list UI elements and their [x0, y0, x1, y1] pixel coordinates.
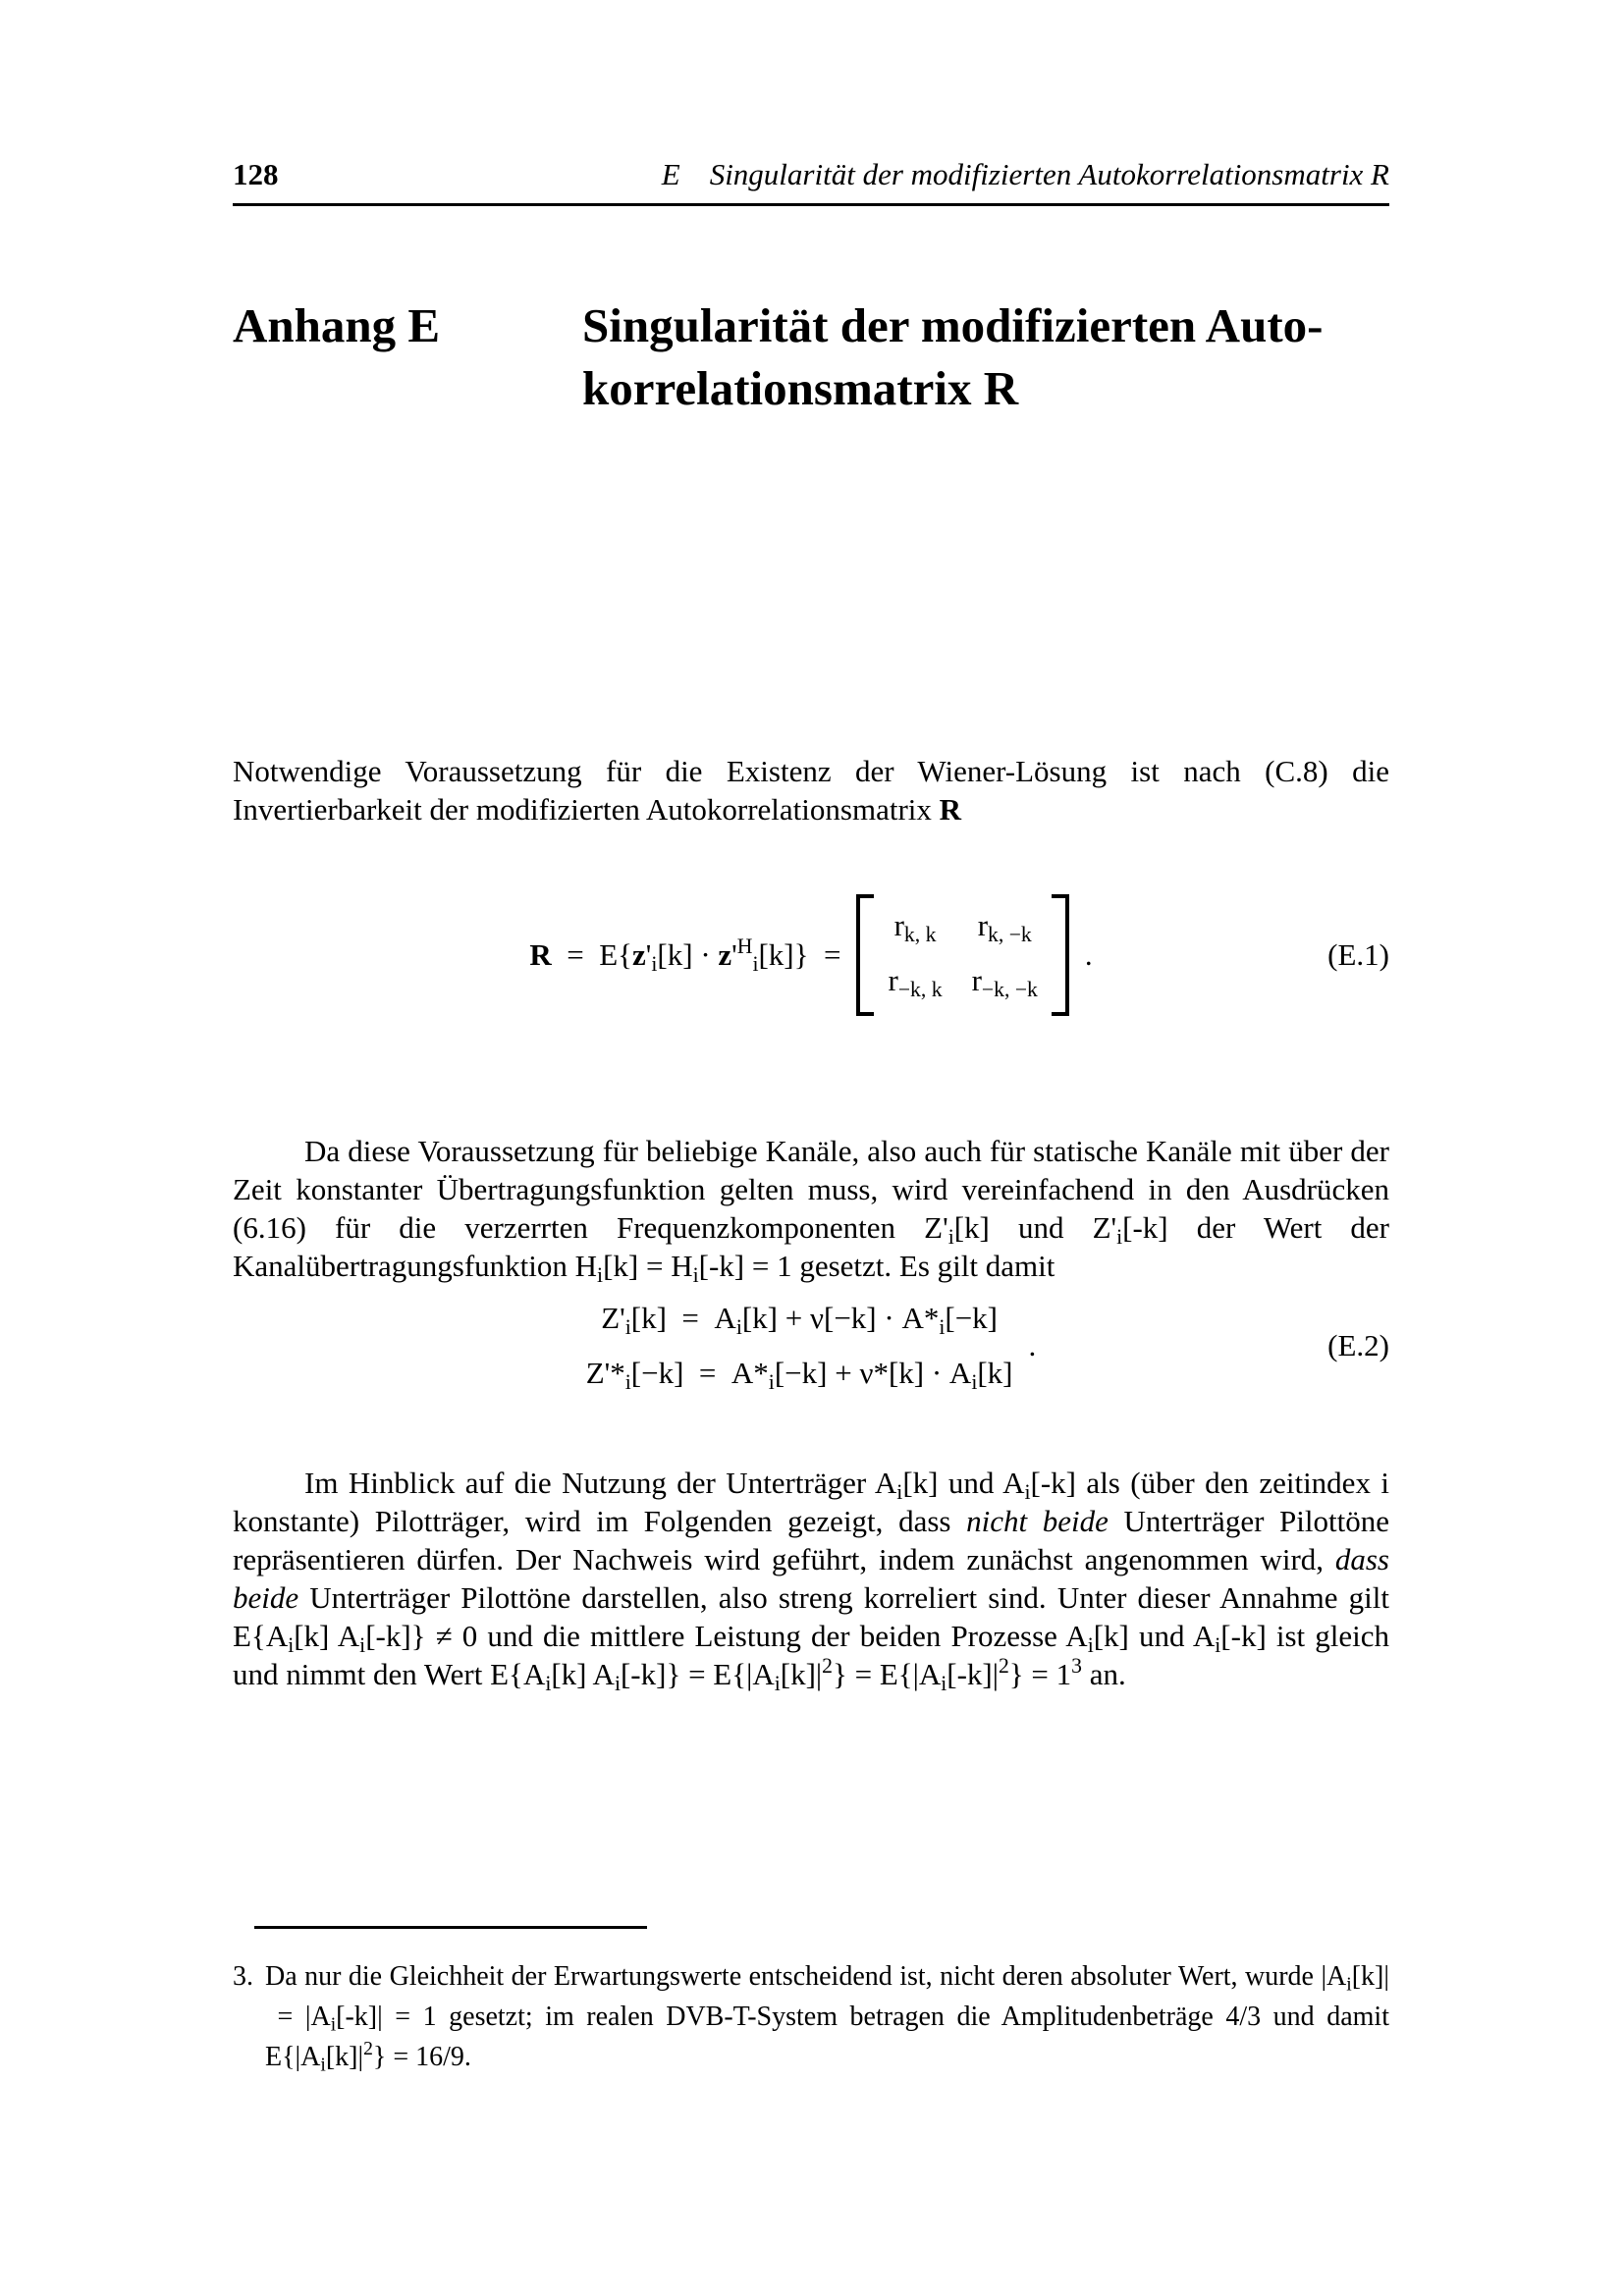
matrix-entry-11: $r_{k, k}$ [893, 908, 937, 947]
equation-e1-lhs: $R = E\{z'_i[k] \cdot z'^H_i[k]\}$ = [529, 934, 841, 977]
equation-e2-period: . [1028, 1328, 1037, 1362]
matrix-bracket-left [856, 894, 874, 1016]
equation-e2-line2: $Z'*_i[-k] = A*_i[-k] + \nu*[k] \cdot A_i[k]$ [585, 1356, 1013, 1395]
matrix-entry-21: $r_{-k, k}$ [888, 963, 943, 1002]
page-header [233, 157, 1389, 206]
chapter-label: Anhang E [233, 298, 441, 352]
equation-e1 [233, 881, 1389, 1029]
chapter-title-block [233, 294, 1389, 420]
chapter-title-line2: korrelationsmatrix R [582, 361, 1019, 415]
running-head-appendix-letter: E [661, 157, 680, 191]
footnote-block [233, 1926, 1389, 2077]
matrix-entry-12: $r_{k, -k}$ [977, 908, 1032, 947]
footnote-rule [254, 1926, 647, 1929]
footnote-3 [233, 1956, 1389, 2077]
footnote-marker: 3. [233, 1961, 253, 1992]
equation-e2-lines [585, 1301, 1013, 1395]
running-head [662, 157, 1389, 192]
equation-e2-label: (E.2) [1327, 1328, 1389, 1362]
footnote-text: Da nur die Gleichheit der Erwartungswerte entscheidend ist, nicht deren absoluter Wert, wurde $|A_i[k]| = |A_i[-k]| = 1$ gesetzt; im realen DVB-T-System betragen die Amplitudenbeträge 4/3 und damit $E\{|A_i[k]|^2\} = 16/9$. [265, 1961, 1389, 2076]
matrix-entries [874, 894, 1051, 1016]
paragraph-assumption: Da diese Voraussetzung für beliebige Kanäle, also auch für statische Kanäle mit über der Zeit konstanter Übertragungsfunktion gelten muss, wird vereinfachend in den Ausdrücken (6.16) für die verzerrten Frequenzkomponenten $Z'_i[k]$ und $Z'_i[-k]$ der Wert der Kanalübertragungsfunktion $H_i[k] = H_i[-k] = 1$ gesetzt. Es gilt damit [233, 1134, 1390, 1288]
chapter-title [582, 294, 1389, 420]
paragraph-intro: Notwendige Voraussetzung für die Existenz der Wiener-Lösung ist nach (C.8) die Invertierbarkeit der modifizierten Autokorrelationsmatrix R [233, 754, 1389, 827]
running-head-title: Singularität der modifizierten Autokorrelationsmatrix R [709, 157, 1389, 191]
matrix-entry-22: $r_{-k, -k}$ [971, 963, 1038, 1002]
page-number: 128 [233, 157, 279, 191]
correlation-matrix [856, 894, 1068, 1016]
chapter-title-line1: Singularität der modifizierten Auto- [582, 298, 1324, 352]
equation-e1-label: (E.1) [1327, 937, 1389, 972]
matrix-bracket-right [1052, 894, 1069, 1016]
equation-e2 [233, 1282, 1389, 1410]
paragraph-pilot-carriers: Im Hinblick auf die Nutzung der Unterträger $A_i[k]$ und $A_i[-k]$ als (über den zeitindex i konstante) Pilotträger, wird im Folgenden gezeigt, dass nicht beide Unterträger Pilottöne repräsentieren dürfen. Der Nachweis wird geführt, indem zunächst angenommen wird, dass beide Unterträger Pilottöne darstellen, also streng korreliert sind. Unter dieser Annahme gilt $E\{A_i[k] A_i[-k]\} \ne 0$ und die mittlere Leistung der beiden Prozesse $A_i[k]$ und $A_i[-k]$ ist gleich und nimmt den Wert $E\{A_i[k] A_i[-k]\} = E\{|A_i[k]|^2\} = E\{|A_i[-k]|^2\} = 1^3$ an. [233, 1466, 1390, 1696]
equation-e1-period: . [1084, 937, 1093, 972]
equation-e2-line1: $Z'_i[k] = A_i[k] + \nu[-k] \cdot A*_i[-k]$ [601, 1301, 999, 1340]
